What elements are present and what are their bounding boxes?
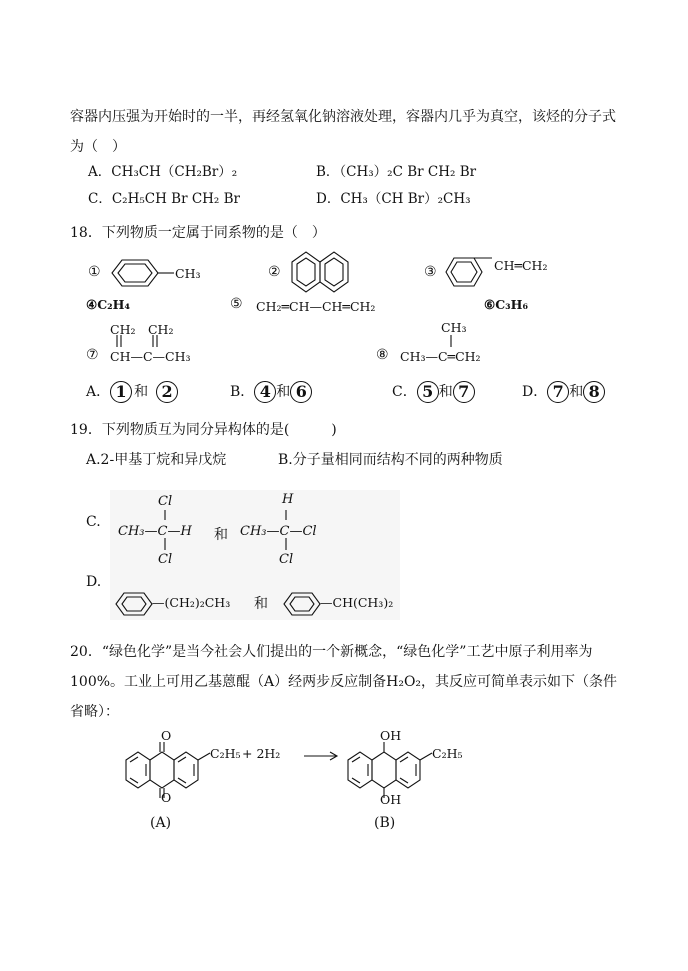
circled-number: 8	[583, 381, 605, 403]
q18-option-d[interactable]	[522, 381, 605, 403]
option-letter: C．	[392, 384, 417, 400]
circled-number: 2	[156, 381, 178, 403]
q20-b-oh-bot: OH	[380, 792, 402, 807]
reaction-arrow-icon	[302, 750, 342, 762]
q18-item-2-label: ②	[268, 264, 281, 280]
q18-item-7-label: ⑦	[86, 347, 99, 363]
q20-b-oh-top: OH	[380, 728, 402, 743]
q17-option-c[interactable]: C．C₂H₅CH Br CH₂ Br	[88, 191, 240, 207]
q18-item-8-main: CH₃—C═CH₂	[400, 349, 481, 364]
circled-number: 7	[453, 381, 475, 403]
q20-b-ethyl: C₂H₅	[432, 746, 463, 761]
q18-item-3-vinyl: CH═CH₂	[494, 258, 548, 273]
circled-number: 6	[290, 381, 312, 403]
q18-option-c[interactable]	[392, 381, 475, 403]
q20-plus-h2: + 2H₂	[242, 746, 281, 761]
q18-item-3-label: ③	[424, 264, 437, 280]
option-letter: D．	[522, 384, 548, 400]
naphthalene-structure-icon	[284, 248, 364, 300]
circled-number: 7	[547, 381, 569, 403]
option-letter: A．	[86, 384, 111, 400]
q18-item-8-bond	[446, 333, 456, 349]
q18-stem: 18．下列物质一定属于同系物的是（ ）	[70, 225, 326, 241]
q18-option-a[interactable]	[86, 381, 178, 403]
q17-stem-line2: 为（ ）	[70, 139, 126, 155]
q20-label-b: (B)	[374, 815, 396, 831]
q18-item-7-top: CH₂ CH₂	[110, 322, 174, 337]
q20-a-ethyl: C₂H₅	[210, 746, 241, 761]
q20-stem-line1: 20．“绿色化学”是当今社会人们提出的一个新概念，“绿色化学”工艺中原子利用率为	[70, 644, 593, 660]
q19-c-and: 和	[214, 527, 228, 543]
circled-number: 5	[417, 381, 439, 403]
q20-stem-line2: 100%。工业上可用乙基蒽醌（A）经两步反应制备H₂O₂，其反应可简单表示如下（条件	[70, 674, 618, 690]
q18-item-4: ④C₂H₄	[86, 297, 130, 312]
q19-option-c[interactable]: C.	[86, 514, 101, 530]
q18-item-1-ch3: CH₃	[175, 266, 201, 281]
circled-number: 1	[110, 381, 132, 403]
q20-stem-line3: 省略）：	[70, 704, 119, 720]
and-text: 和	[134, 384, 149, 400]
q18-item-1-label: ①	[88, 264, 101, 280]
q19-d-right-chain: —CH(CH₃)₂	[320, 595, 394, 610]
q17-option-b[interactable]: B．（CH₃）₂C Br CH₂ Br	[316, 164, 477, 180]
q18-option-b[interactable]	[230, 381, 312, 403]
and-text: 和	[438, 384, 453, 400]
q18-item-5-formula: CH₂═CH—CH═CH₂	[256, 299, 376, 314]
q20-a-o-top: O	[161, 728, 172, 743]
q19-d-left-chain: —(CH₂)₂CH₃	[152, 595, 231, 610]
q19-d-and: 和	[254, 596, 268, 612]
q19-option-a[interactable]: A.2-甲基丁烷和异戊烷	[86, 452, 227, 468]
styrene-structure-icon	[440, 252, 500, 294]
q19-c-right-bot: Cl	[279, 552, 294, 567]
and-text: 和	[276, 384, 291, 400]
q18-item-7-double-bonds	[108, 333, 168, 349]
q19-c-right-top: H	[282, 492, 294, 507]
q17-option-a[interactable]: A．CH₃CH（CH₂Br）₂	[88, 164, 238, 180]
q19-c-left-top: Cl	[158, 494, 173, 509]
option-letter: B．	[230, 384, 255, 400]
q17-option-d[interactable]: D．CH₃（CH Br）₂CH₃	[316, 191, 471, 207]
q18-item-7-main: CH—C—CH₃	[110, 349, 191, 364]
circled-number: 4	[254, 381, 276, 403]
q18-item-6: ⑥C₃H₆	[484, 297, 528, 312]
q20-label-a: (A)	[150, 815, 172, 831]
and-text: 和	[569, 384, 584, 400]
q19-c-left-main: CH₃—C—H	[118, 524, 192, 539]
q20-a-o-bot: O	[161, 790, 172, 805]
q19-option-b[interactable]: B.分子量相同而结构不同的两种物质	[278, 452, 503, 468]
q19-c-left-bot: Cl	[158, 552, 173, 567]
q18-item-8-top: CH₃	[441, 320, 467, 335]
q19-c-right-main: CH₃—C—Cl	[240, 524, 317, 539]
q18-item-5-label: ⑤	[230, 296, 243, 312]
q19-option-d[interactable]: D.	[86, 574, 102, 590]
q17-stem-line1: 容器内压强为开始时的一半，再经氢氧化钠溶液处理，容器内几乎为真空，该烃的分子式	[70, 109, 616, 125]
q18-item-8-label: ⑧	[376, 347, 389, 363]
q19-stem: 19．下列物质互为同分异构体的是( )	[70, 422, 337, 438]
